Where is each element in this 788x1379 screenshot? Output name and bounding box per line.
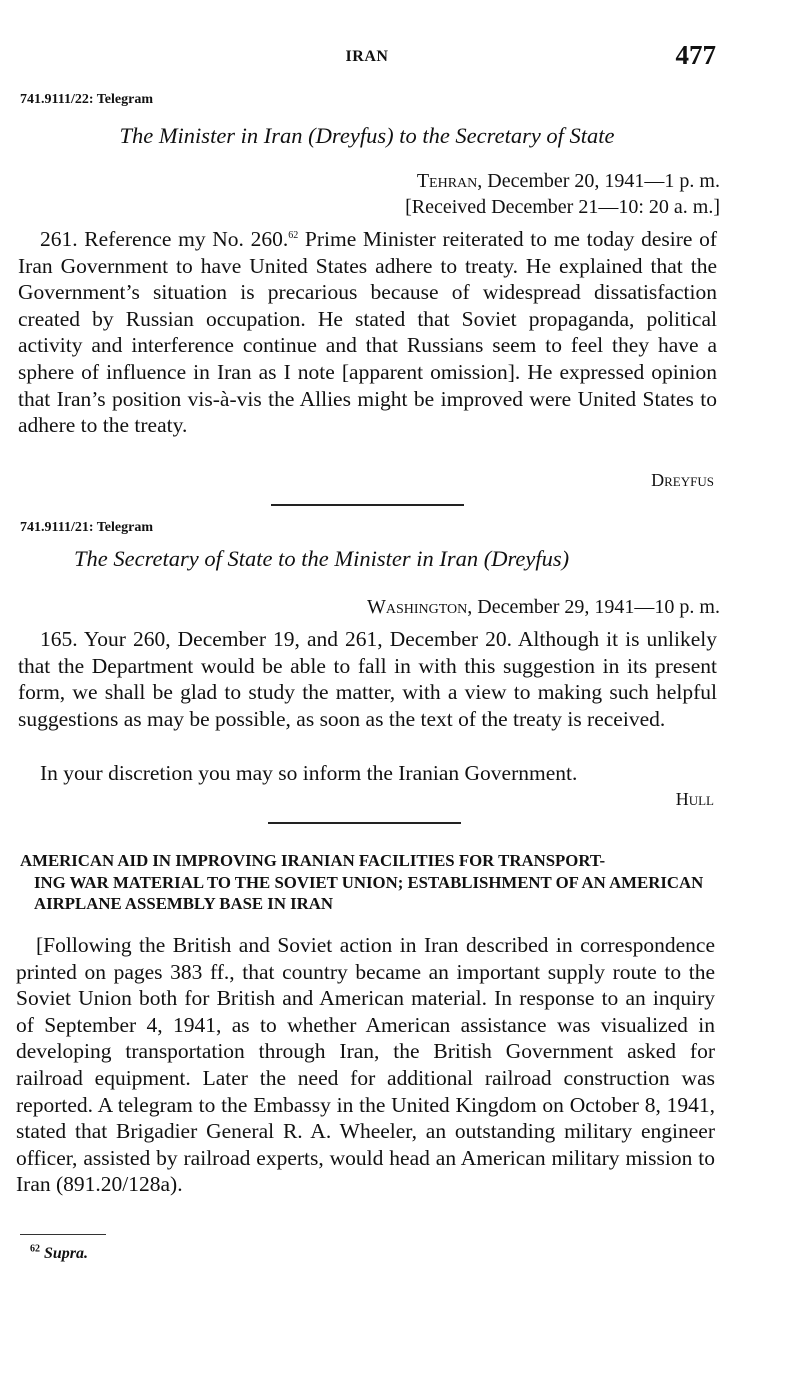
doc2-signature: Hull bbox=[675, 789, 714, 809]
section-heading bbox=[20, 850, 720, 915]
section-heading-rest: ING WAR MATERIAL TO THE SOVIET UNION; ESTABLISHMENT OF AN AMERICAN AIRPLANE ASSEMBLY BASE IN IRAN bbox=[34, 872, 704, 913]
footnote-rule bbox=[20, 1234, 106, 1235]
doc1-received: [Received December 21—10: 20 a. m.] bbox=[405, 196, 720, 218]
separator-rule bbox=[268, 822, 461, 824]
doc2-date: , December 29, 1941—10 p. m. bbox=[467, 596, 720, 618]
doc1-date: , December 20, 1941—1 p. m. bbox=[477, 170, 720, 192]
doc2-place: Washington bbox=[366, 596, 468, 618]
doc1-signature: Dreyfus bbox=[651, 470, 714, 490]
footnote-62 bbox=[30, 1245, 88, 1263]
doc1-body bbox=[18, 226, 717, 439]
running-title: IRAN bbox=[345, 48, 389, 65]
doc1-title: The Minister in Iran (Dreyfus) to the Secretary of State bbox=[119, 123, 615, 148]
doc2-title: The Secretary of State to the Minister in Iran (Dreyfus) bbox=[74, 546, 570, 571]
page-number: 477 bbox=[675, 40, 716, 70]
doc2-body-2: In your discretion you may so inform the Iranian Government. bbox=[40, 761, 578, 785]
doc2-file-ref: 741.9111/21: Telegram bbox=[20, 520, 153, 535]
doc2-body-1: 165. Your 260, December 19, and 261, December 20. Although it is unlikely that the Department would be able to fall in with this suggestion in its present form, we shall be glad to study the matter, with a view to making such helpful suggestions as may be possible, as soon as the text of the treaty is received. bbox=[18, 627, 717, 731]
section-heading-line1: AMERICAN AID IN IMPROVING IRANIAN FACILITIES FOR TRANSPORT- bbox=[20, 851, 606, 870]
footnote-text: Supra. bbox=[44, 1245, 89, 1262]
doc2-dateline bbox=[367, 596, 720, 619]
doc1-body-part1: 261. Reference my No. 260. bbox=[40, 227, 289, 251]
separator-rule bbox=[271, 504, 464, 506]
footnote-ref-62[interactable]: 62 bbox=[288, 229, 299, 241]
footnote-mark: 62 bbox=[30, 1243, 40, 1255]
section-body: [Following the British and Soviet action in Iran described in correspondence printed on pages 383 ff., that country became an important supply route to the Soviet Union both for British and American material. In response to an inquiry of September 4, 1941, as to whether American assistance was visualized in developing transportation through Iran, the British Government asked for railroad equipment. Later the need for additional railroad construction was reported. A telegram to the Embassy in the United Kingdom on October 8, 1941, stated that Brigadier General R. A. Wheeler, an outstanding military engineer officer, assisted by railroad experts, would head an American military mission to Iran (891.20/128a). bbox=[16, 933, 715, 1197]
doc1-dateline bbox=[417, 170, 720, 193]
doc1-body-part2: Prime Minister reiterated to me today desire of Iran Government to have United States adhere to treaty. He explained that the Government’s situation is precarious because of widespread dissatisfaction created by Russian occupation. He stated that Soviet propaganda, political activity and interference continue and that Russians seem to feel they have a sphere of influence in Iran as I note [apparent omission]. He expressed opinion that Iran’s position vis-à-vis the Allies might be improved were United States to adhere to the treaty. bbox=[18, 227, 718, 438]
doc1-place: Tehran bbox=[416, 170, 478, 192]
doc1-file-ref: 741.9111/22: Telegram bbox=[20, 92, 153, 107]
